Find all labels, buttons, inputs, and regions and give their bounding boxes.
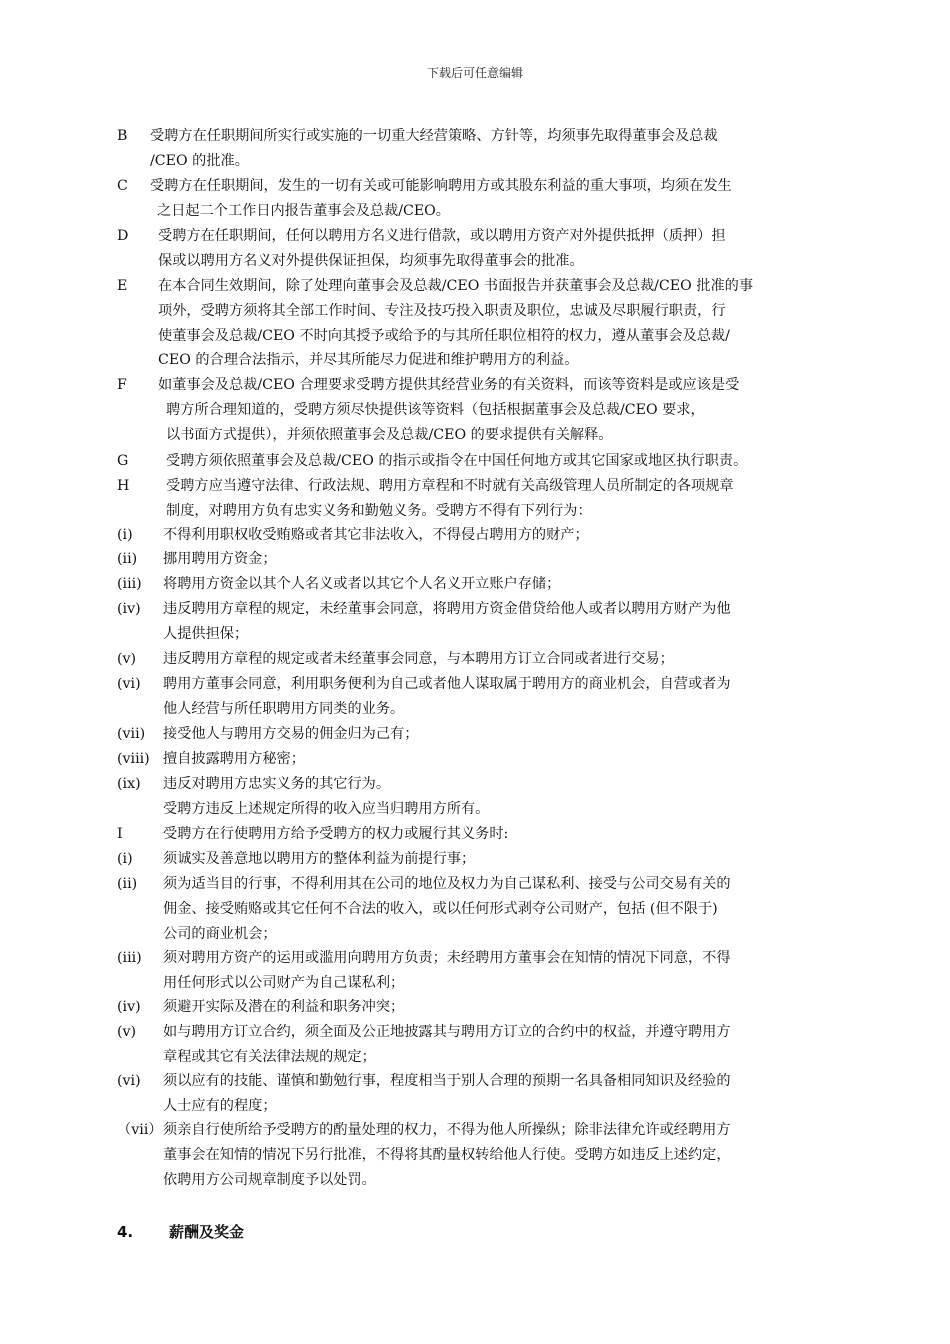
clause-text-line: 聘用方董事会同意，利用职务便利为自己或者他人谋取属于聘用方的商业机会，自营或者为: [163, 676, 731, 692]
clause-marker: (iii): [117, 950, 142, 966]
clause-marker: F: [117, 377, 127, 393]
clause-text-line: 须诚实及善意地以聘用方的整体利益为前提行事；: [163, 851, 476, 867]
clause-text-line: /CEO 的批准。: [150, 152, 249, 169]
clause-text-line: 违反聘用方章程的规定或者未经董事会同意，与本聘用方订立合同或者进行交易；: [163, 651, 674, 667]
clause-text-line: 受聘方在任职期间，任何以聘用方名义进行借款，或以聘用方资产对外提供抵押（质押）担: [158, 228, 726, 244]
clause-text-line: 项外，受聘方须将其全部工作时间、专注及技巧投入职责及职位，忠诚及尽职履行职责，行: [158, 302, 726, 319]
clause-text-line: 接受他人与聘用方交易的佣金归为己有；: [163, 726, 419, 742]
clause-text-line: 人士应有的程度；: [163, 1097, 277, 1114]
clause-text-line: 制度，对聘用方负有忠实义务和勤勉义务。受聘方不得有下列行为：: [166, 502, 592, 519]
clause-marker: H: [117, 478, 130, 494]
clause-marker: (v): [117, 651, 137, 667]
clause-text-line: 须对聘用方资产的运用或滥用向聘用方负责；未经聘用方董事会在知情的情况下同意，不得: [163, 950, 731, 966]
clause-text-line: 公司的商业机会；: [163, 925, 277, 942]
clause-text-line: 受聘方在任职期间，发生的一切有关或可能影响聘用方或其股东利益的重大事项，均须在发生: [150, 178, 732, 194]
clause-text-line: 须以应有的技能、谨慎和勤勉行事，程度相当于别人合理的预期一名具备相同知识及经验的: [163, 1073, 731, 1089]
clause-marker: (vii): [117, 726, 146, 742]
clause-text-line: 不得利用职权收受贿赂或者其它非法收入，不得侵占聘用方的财产；: [163, 527, 589, 543]
clause-text-line: 使董事会及总裁/CEO 不时向其授予或给予的与其所任职位相符的权力，遵从董事会及总裁/: [158, 327, 730, 344]
clause-marker: (v): [117, 1024, 137, 1040]
clause-marker: (i): [117, 527, 133, 543]
clause-marker: B: [117, 128, 128, 144]
clause-text-line: 章程或其它有关法律法规的规定；: [163, 1048, 376, 1065]
clause-text-line: 他人经营与所任职聘用方同类的业务。: [163, 700, 405, 717]
clause-text-line: 依聘用方公司规章制度予以处罚。: [163, 1171, 376, 1188]
clause-text-line: 受聘方在行使聘用方给予受聘方的权力或履行其义务时:: [163, 826, 509, 842]
clause-text-line: 如董事会及总裁/CEO 合理要求受聘方提供其经营业务的有关资料，而该等资料是或应该是受: [158, 377, 740, 393]
section-number: 4.: [117, 1223, 134, 1241]
clause-text-line: 须亲自行使所给予受聘方的酌量处理的权力，不得为他人所操纵；除非法律允许或经聘用方: [163, 1122, 731, 1138]
clause-text-line: 如与聘用方订立合约，须全面及公正地披露其与聘用方订立的合约中的权益，并遵守聘用方: [163, 1024, 731, 1040]
clause-text-line: 将聘用方资金以其个人名义或者以其它个人名义开立账户存储；: [163, 576, 561, 592]
clause-text-line: 保或以聘用方名义对外提供保证担保，均须事先取得董事会的批准。: [158, 252, 584, 269]
clause-text-line: 董事会在知情的情况下另行批准，不得将其酌量权转给他人行使。受聘方如违反上述约定，: [163, 1146, 731, 1163]
section-title: 薪酬及奖金: [169, 1223, 245, 1241]
clause-text-line: 须避开实际及潜在的利益和职务冲突；: [163, 999, 405, 1015]
clause-text-line: CEO 的合理合法指示，并尽其所能尽力促进和维护聘用方的利益。: [158, 352, 579, 369]
clause-text-line: 挪用聘用方资金；: [163, 551, 277, 567]
clause-text-line: 聘方所合理知道的，受聘方须尽快提供该等资料（包括根据董事会及总裁/CEO 要求，: [166, 401, 705, 418]
clause-marker: (vi): [117, 1073, 141, 1089]
clause-text-line: 违反聘用方章程的规定，未经董事会同意，将聘用方资金借贷给他人或者以聘用方财产为他: [163, 601, 731, 617]
clause-marker: (ii): [117, 876, 138, 892]
clause-marker: (ii): [117, 551, 138, 567]
clause-marker: (viii): [117, 751, 150, 767]
clause-marker: C: [117, 178, 128, 194]
clause-text-line: 受聘方应当遵守法律、行政法规、聘用方章程和不时就有关高级管理人员所制定的各项规章: [166, 478, 734, 494]
clause-text-line: 须为适当目的行事，不得利用其在公司的地位及权力为自己谋私利、接受与公司交易有关的: [163, 876, 731, 892]
clause-text-line: 违反对聘用方忠实义务的其它行为。: [163, 776, 391, 792]
clause-text-line: 以书面方式提供），并须依照董事会及总裁/CEO 的要求提供有关解释。: [166, 426, 613, 443]
clause-text-line: 受聘方在任职期间所实行或实施的一切重大经营策略、方针等，均须事先取得董事会及总裁: [150, 128, 718, 144]
clause-marker: G: [117, 453, 129, 469]
clause-text-line: 受聘方须依照董事会及总裁/CEO 的指示或指令在中国任何地方或其它国家或地区执行职责。: [166, 453, 748, 469]
clause-marker: E: [117, 278, 128, 294]
clause-marker: (ix): [117, 776, 141, 792]
clause-marker: (vi): [117, 676, 141, 692]
clause-text-line: 在本合同生效期间，除了处理向董事会及总裁/CEO 书面报告并获董事会及总裁/CEO 批准的事: [158, 278, 754, 294]
clause-marker: (iv): [117, 601, 141, 617]
clause-marker: （ⅶ）: [117, 1122, 163, 1138]
clause-marker: (iii): [117, 576, 142, 592]
clause-text-line: 人提供担保；: [163, 625, 249, 642]
clause-marker: (iv): [117, 999, 141, 1015]
clause-marker: D: [117, 228, 129, 244]
clause-text-line: 擅自披露聘用方秘密；: [163, 751, 305, 767]
clause-marker: (i): [117, 851, 133, 867]
clause-text-line: 受聘方违反上述规定所得的收入应当归聘用方所有。: [163, 800, 490, 817]
page-header: 下载后可任意编辑: [426, 66, 523, 80]
clause-text-line: 佣金、接受贿赂或其它任何不合法的收入，或以任何形式剥夺公司财产，包括 (但不限于): [163, 900, 718, 917]
clause-marker: I: [117, 826, 123, 842]
clause-text-line: 用任何形式以公司财产为自己谋私利；: [163, 974, 405, 991]
clause-text-line: 之日起二个工作日内报告董事会及总裁/CEO。: [157, 202, 450, 219]
